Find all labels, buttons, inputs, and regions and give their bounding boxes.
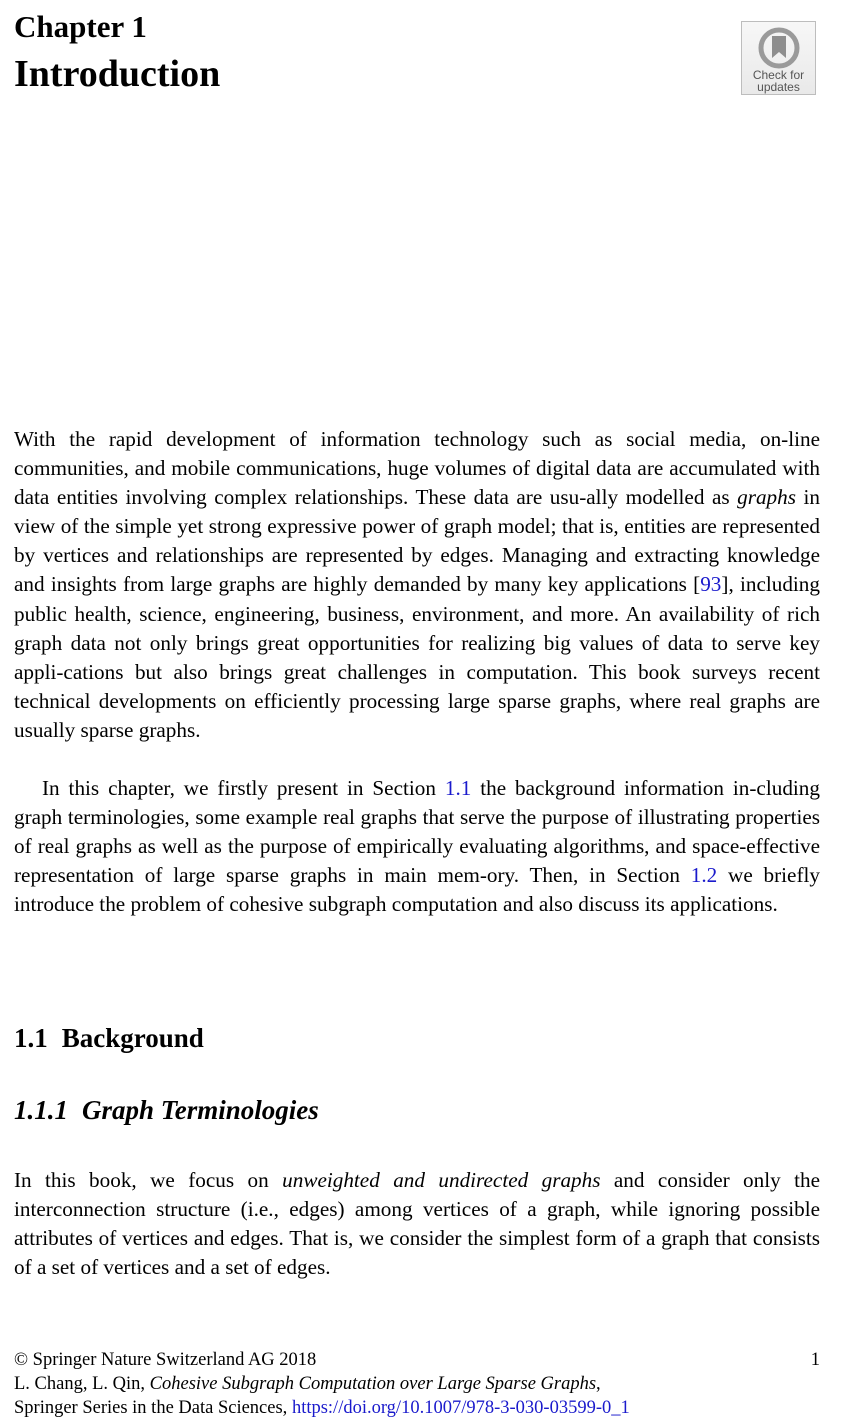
intro-paragraph-1 <box>14 425 820 745</box>
subsection-title: Graph Terminologies <box>82 1095 319 1125</box>
footer-series: Springer Series in the Data Sciences, <box>14 1398 292 1418</box>
intro-p1-text-2: in view of the simple yet strong expressive power of graph model; that is, entities are represented by vertices and relationships are represented by edges. Managing and extracting knowledge and insights from large graphs are highly demanded by many key applications [ <box>14 485 821 597</box>
badge-line-2: updates <box>757 80 800 94</box>
doi-link[interactable]: https://doi.org/10.1007/978-3-030-03599-0_1 <box>291 1398 630 1418</box>
chapter-title: Introduction <box>14 53 221 95</box>
check-for-updates-badge[interactable] <box>741 21 816 95</box>
terminologies-text-1: In this book, we focus on <box>14 1168 283 1192</box>
subsection-number: 1.1.1 <box>14 1095 68 1125</box>
series-line <box>14 1396 820 1420</box>
section-heading <box>14 1022 204 1054</box>
bookmark-ring-icon <box>758 27 800 69</box>
section-title: Background <box>61 1023 204 1053</box>
terminologies-text-2: and consider only the interconnection structure (i.e., edges) among vertices of a graph, while ignoring possible attributes of vertices and edges. That is, we consider the simplest form of a graph that consists of a set of vertices and a set of edges. <box>14 1168 821 1280</box>
intro-p1-emphasis: graphs <box>737 485 796 510</box>
page-number: 1 <box>810 1350 820 1370</box>
intro-p1-text-3: ], including public health, science, engineering, business, environment, and more. An availability of rich graph data not only brings great opportunities for realizing big values of data to serve key appli-cations but also brings great challenges in computation. This book surveys recent technical developments on efficiently processing large sparse graphs, where real graphs are usually sparse graphs. <box>14 572 820 742</box>
intro-p2-text-2: the background information in-cluding graph terminologies, some example real graphs that serve the purpose of illustrating properties of real graphs as well as the purpose of empirically evaluating algorithms, and space-effective representation of large sparse graphs in main mem-ory. Then, in Section <box>14 776 820 888</box>
footer-authors: L. Chang, L. Qin, <box>14 1374 150 1394</box>
badge-line-1: Check for <box>752 68 805 82</box>
subsection-heading <box>14 1094 319 1126</box>
intro-p1-text-1: With the rapid development of information technology such as social media, on-line communities, and mobile communications, huge volumes of digital data are accumulated with data entities involving complex relationships. These data are usu-ally modelled as <box>14 427 820 510</box>
copyright-line: © Springer Nature Switzerland AG 2018 <box>14 1350 317 1370</box>
footer-comma: , <box>596 1374 601 1394</box>
intro-paragraph-2 <box>14 774 820 919</box>
intro-p2-text-1: In this chapter, we firstly present in Section <box>42 776 445 800</box>
footer-book-title: Cohesive Subgraph Computation over Large Sparse Graphs <box>149 1374 597 1394</box>
section-link-1-2[interactable]: 1.2 <box>690 863 718 888</box>
chapter-label: Chapter 1 <box>14 9 147 44</box>
terminologies-emphasis: unweighted and undirected graphs <box>282 1168 601 1192</box>
citation-line <box>14 1372 820 1396</box>
page-footer <box>14 1348 820 1420</box>
intro-p2-text-3: we briefly introduce the problem of cohesive subgraph computation and also discuss its applications. <box>14 863 820 917</box>
section-number: 1.1 <box>14 1023 48 1053</box>
citation-link-93[interactable]: 93 <box>700 572 722 597</box>
section-link-1-1[interactable]: 1.1 <box>444 776 472 800</box>
terminologies-paragraph <box>14 1166 820 1282</box>
